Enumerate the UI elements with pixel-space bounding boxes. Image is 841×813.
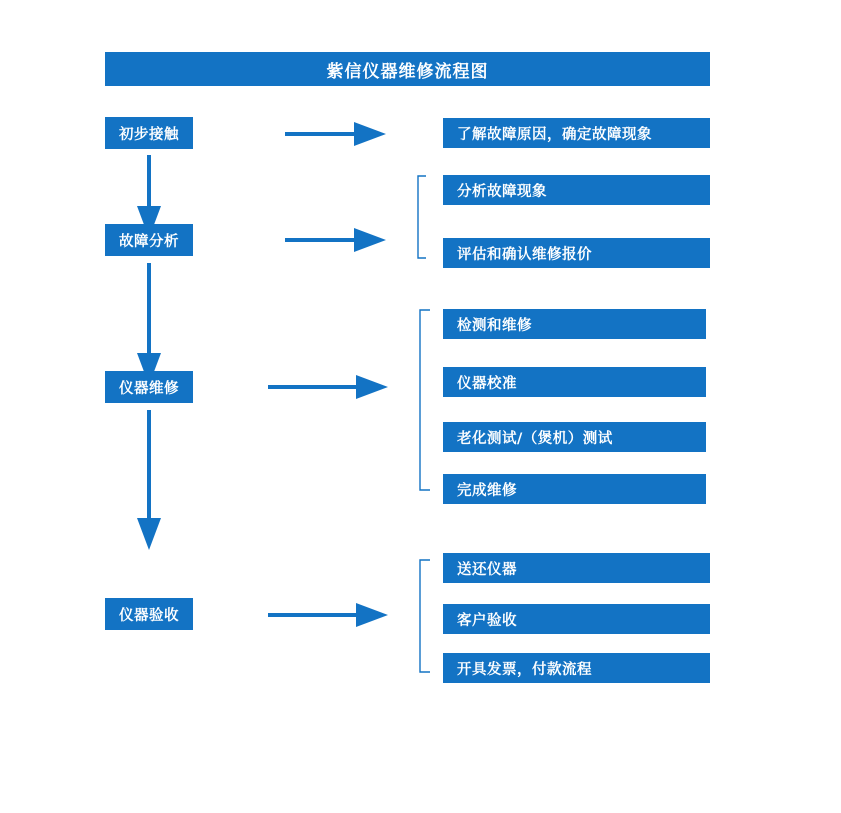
detail-box[interactable]: 了解故障原因，确定故障现象 bbox=[443, 118, 710, 148]
detail-box[interactable]: 完成维修 bbox=[443, 474, 706, 504]
detail-box[interactable]: 检测和维修 bbox=[443, 309, 706, 339]
stage-box-fault-analysis[interactable]: 故障分析 bbox=[105, 224, 193, 256]
detail-box[interactable]: 评估和确认维修报价 bbox=[443, 238, 710, 268]
stage-box-instrument-acceptance[interactable]: 仪器验收 bbox=[105, 598, 193, 630]
detail-box[interactable]: 仪器校准 bbox=[443, 367, 706, 397]
stage-box-initial-contact[interactable]: 初步接触 bbox=[105, 117, 193, 149]
detail-box[interactable]: 客户验收 bbox=[443, 604, 710, 634]
detail-box[interactable]: 开具发票，付款流程 bbox=[443, 653, 710, 683]
detail-box[interactable]: 送还仪器 bbox=[443, 553, 710, 583]
detail-box[interactable]: 老化测试/（煲机）测试 bbox=[443, 422, 706, 452]
stage-box-instrument-repair[interactable]: 仪器维修 bbox=[105, 371, 193, 403]
detail-box[interactable]: 分析故障现象 bbox=[443, 175, 710, 205]
page-title: 紫信仪器维修流程图 bbox=[105, 52, 710, 86]
